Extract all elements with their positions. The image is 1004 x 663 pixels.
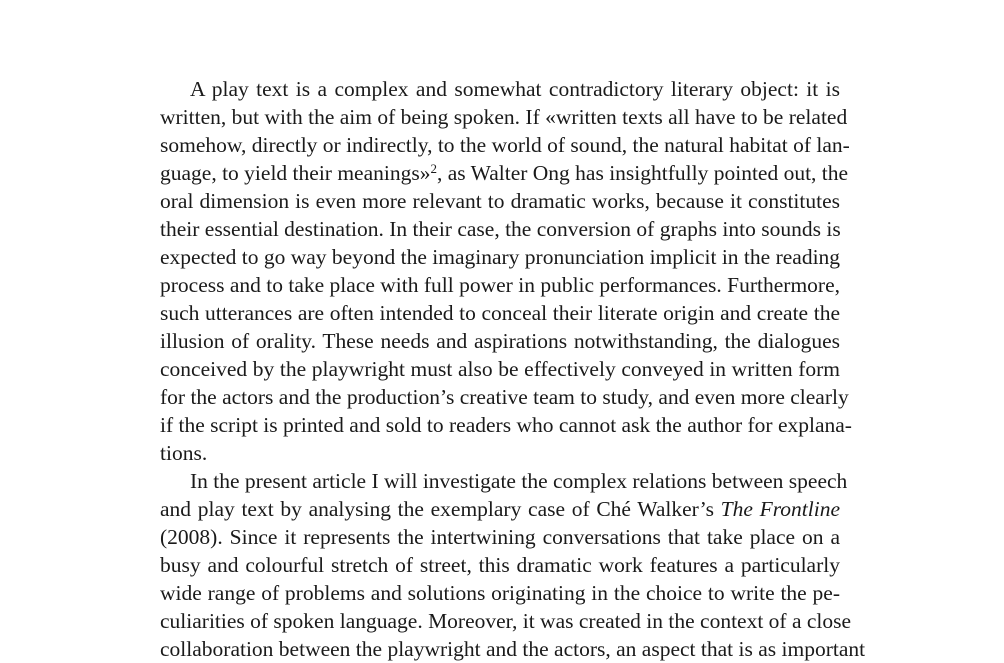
text-line: their essential destination. In their case, the conversion of graphs into sounds is [160,217,841,241]
footnote-reference[interactable]: 2 [430,161,437,176]
text-line [130,495,840,523]
text-line: such utterances are often intended to conceal their literate origin and create the [160,301,840,325]
paragraph-1 [130,75,852,467]
text-line [130,159,849,187]
text-run: and play text by analysing the exemplary case of Ché Walker’s [160,497,721,521]
text-run: , as Walter Ong has insightfully pointed out, the [436,161,849,185]
body-text [130,75,866,663]
text-line: oral dimension is even more relevant to dramatic works, because it constitutes [160,189,840,213]
text-run: guage, to yield their meanings» [160,161,431,185]
text-line: process and to take place with full power in public performances. Furthermore, [160,273,841,297]
paragraph-2 [130,467,866,663]
text-line: written, but with the aim of being spoken. If «written texts all have to be related [160,105,848,129]
text-line: expected to go way beyond the imaginary pronunciation implicit in the reading [160,245,841,269]
text-line: for the actors and the production’s creative team to study, and even more clearly [160,385,849,409]
text-line: wide range of problems and solutions originating in the choice to write the pe- [160,581,840,605]
text-line: A play text is a complex and somewhat contradictory literary object: it is [190,77,840,101]
text-line: tions. [160,441,208,465]
text-line: (2008). Since it represents the intertwining conversations that take place on a [160,525,840,549]
text-line: if the script is printed and sold to readers who cannot ask the author for explana- [160,413,852,437]
text-line: collaboration between the playwright and the actors, an aspect that is as important [160,637,866,661]
text-line: culiarities of spoken language. Moreover, it was created in the context of a close [160,609,852,633]
text-line: illusion of orality. These needs and aspirations notwithstanding, the dialogues [160,329,840,353]
work-title: The Frontline [720,497,840,521]
text-line: somehow, directly or indirectly, to the world of sound, the natural habitat of lan- [160,133,850,157]
text-line: In the present article I will investigate the complex relations between speech [190,469,848,493]
text-line: conceived by the playwright must also be effectively conveyed in written form [160,357,840,381]
text-line: busy and colourful stretch of street, this dramatic work features a particularly [160,553,840,577]
